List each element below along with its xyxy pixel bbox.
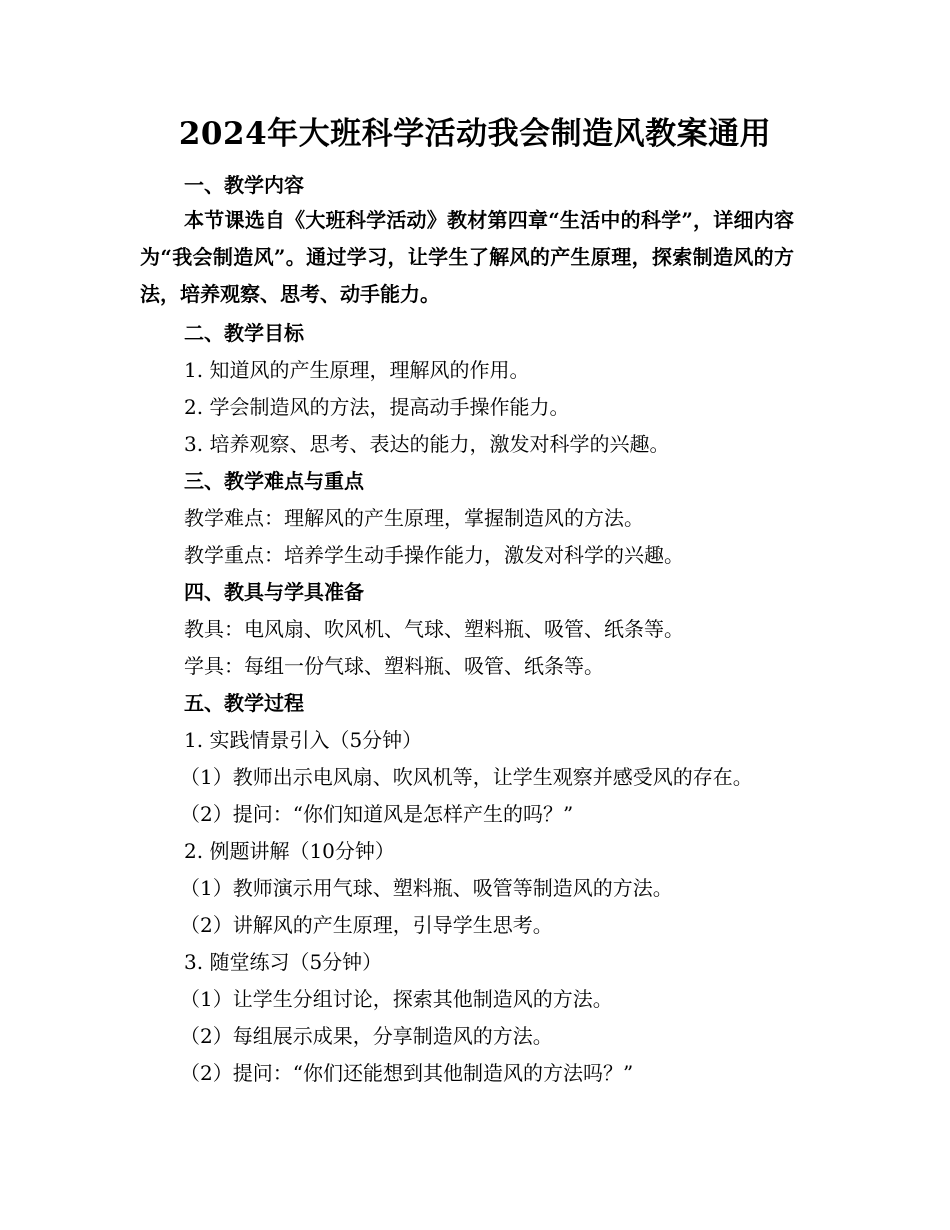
process-substep: （1）教师出示电风扇、吹风机等，让学生观察并感受风的存在。: [180, 765, 753, 789]
process-step: 1. 实践情景引入（5分钟）: [184, 728, 423, 752]
section-heading-difficulties: 三、教学难点与重点: [184, 469, 364, 493]
process-substep: （2）每组展示成果，分享制造风的方法。: [180, 1024, 553, 1048]
section-heading-process: 五、教学过程: [184, 691, 304, 715]
document-title: 2024年大班科学活动我会制造风教案通用: [178, 116, 772, 152]
process-step: 3. 随堂练习（5分钟）: [184, 950, 383, 974]
objective-item: 1. 知道风的产生原理，理解风的作用。: [184, 358, 530, 382]
keypoint-item: 教学重点：培养学生动手操作能力，激发对科学的兴趣。: [184, 543, 684, 567]
process-step: 2. 例题讲解（10分钟）: [184, 839, 395, 863]
objective-item: 3. 培养观察、思考、表达的能力，激发对科学的兴趣。: [184, 432, 670, 456]
section-heading-objectives: 二、教学目标: [184, 321, 304, 345]
teaching-aids-item: 教具：电风扇、吹风机、气球、塑料瓶、吸管、纸条等。: [184, 617, 684, 641]
process-substep: （2）讲解风的产生原理，引导学生思考。: [180, 913, 553, 937]
content-paragraph: 本节课选自《大班科学活动》教材第四章“生活中的科学”，详细内容为“我会制造风”。通过学习，让学生了解风的产生原理，探索制造风的方法，培养观察、思考、动手能力。: [140, 208, 794, 306]
section-heading-materials: 四、教具与学具准备: [184, 580, 364, 604]
section-heading-content: 一、教学内容: [184, 173, 304, 197]
process-substep: （2）提问：“你们知道风是怎样产生的吗？”: [180, 802, 574, 826]
learning-aids-item: 学具：每组一份气球、塑料瓶、吸管、纸条等。: [184, 654, 604, 678]
process-substep: （2）提问：“你们还能想到其他制造风的方法吗？”: [180, 1061, 634, 1085]
process-substep: （1）教师演示用气球、塑料瓶、吸管等制造风的方法。: [180, 876, 673, 900]
difficulty-item: 教学难点：理解风的产生原理，掌握制造风的方法。: [184, 506, 644, 530]
objective-item: 2. 学会制造风的方法，提高动手操作能力。: [184, 395, 570, 419]
process-substep: （1）让学生分组讨论，探索其他制造风的方法。: [180, 987, 613, 1011]
